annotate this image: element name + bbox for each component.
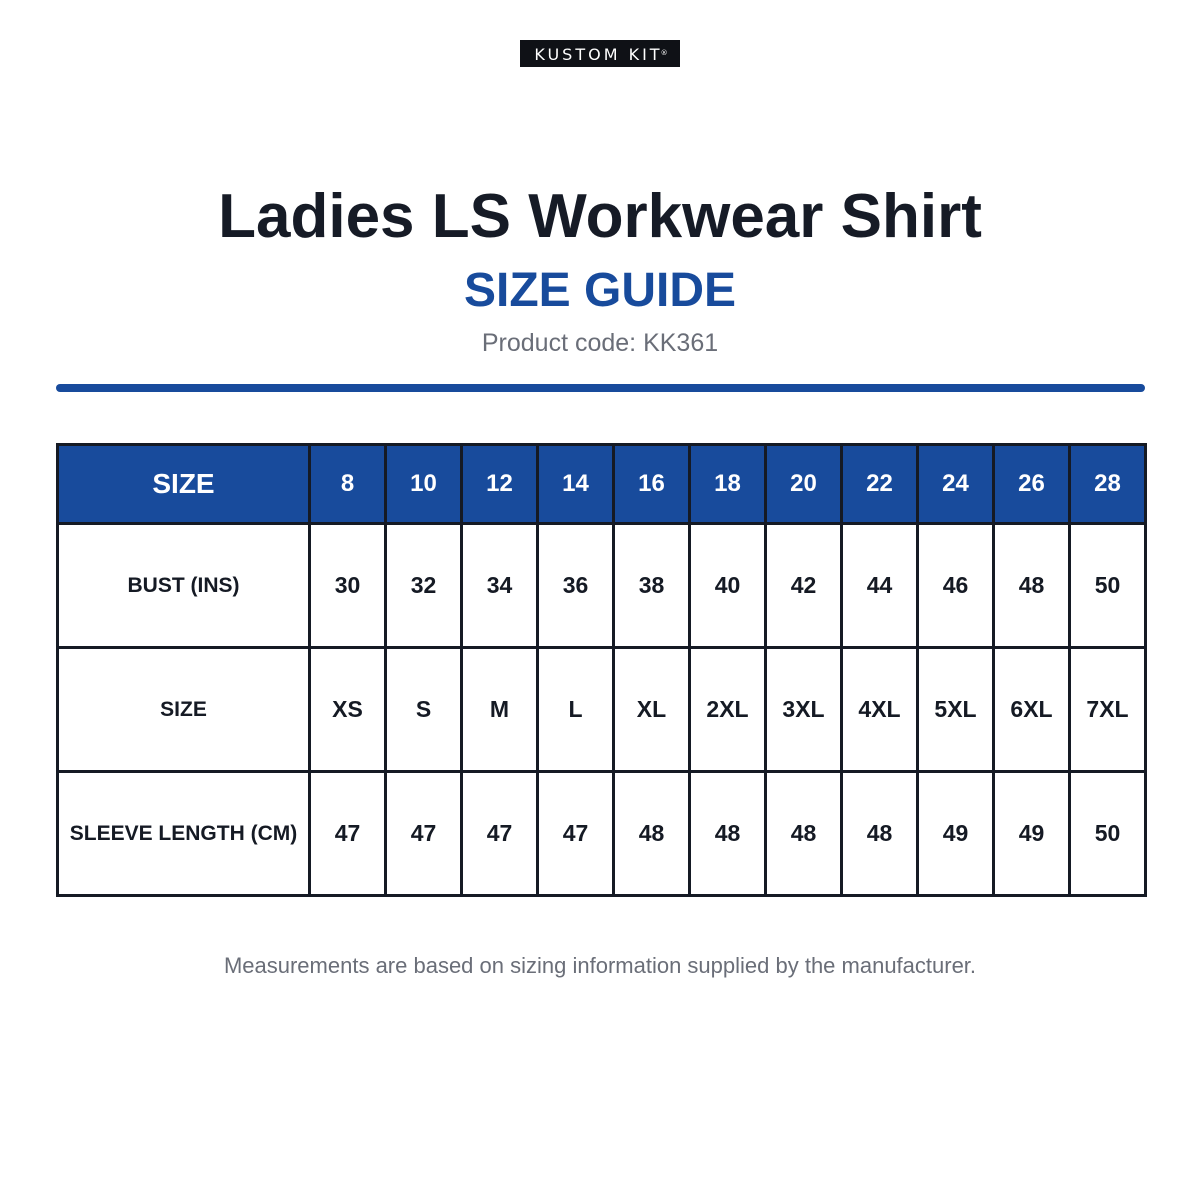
page-subtitle: SIZE GUIDE — [463, 264, 737, 317]
value-cell: 36 — [538, 524, 614, 648]
product-code: Product code: KK361 — [481, 329, 719, 357]
header-size-cell: 18 — [690, 445, 766, 524]
header-row — [58, 445, 1146, 524]
row-label-cell: BUST (INS) — [58, 524, 310, 648]
header-size-cell: 14 — [538, 445, 614, 524]
value-cell: 6XL — [994, 648, 1070, 772]
header-label-cell: SIZE — [58, 445, 310, 524]
value-cell: 50 — [1070, 772, 1146, 896]
registered-mark: ® — [660, 49, 668, 57]
header-size-cell: 22 — [842, 445, 918, 524]
table-row-bust — [58, 524, 1146, 648]
page-title: Ladies LS Workwear Shirt — [218, 182, 982, 251]
value-cell: 5XL — [918, 648, 994, 772]
value-cell: 47 — [386, 772, 462, 896]
measurement-note: Measurements are based on sizing information supplied by the manufacturer. — [223, 953, 977, 978]
logo-text: KUSTOM KIT — [534, 45, 663, 64]
header-size-cell: 26 — [994, 445, 1070, 524]
row-label-cell: SLEEVE LENGTH (CM) — [58, 772, 310, 896]
row-label-cell: SIZE — [58, 648, 310, 772]
value-cell: 47 — [538, 772, 614, 896]
value-cell: L — [538, 648, 614, 772]
value-cell: 3XL — [766, 648, 842, 772]
header-size-cell: 12 — [462, 445, 538, 524]
table-row-sleeve — [58, 772, 1146, 896]
value-cell: S — [386, 648, 462, 772]
brand-logo — [520, 40, 680, 67]
value-cell: 50 — [1070, 524, 1146, 648]
value-cell: 46 — [918, 524, 994, 648]
value-cell: 47 — [462, 772, 538, 896]
value-cell: 49 — [994, 772, 1070, 896]
value-cell: 44 — [842, 524, 918, 648]
value-cell: 48 — [690, 772, 766, 896]
value-cell: 42 — [766, 524, 842, 648]
value-cell: XS — [310, 648, 386, 772]
divider-rule — [56, 384, 1145, 392]
value-cell: 48 — [614, 772, 690, 896]
value-cell: XL — [614, 648, 690, 772]
value-cell: 38 — [614, 524, 690, 648]
table-body — [58, 524, 1146, 896]
table-row-size — [58, 648, 1146, 772]
value-cell: 4XL — [842, 648, 918, 772]
value-cell: 34 — [462, 524, 538, 648]
value-cell: 30 — [310, 524, 386, 648]
value-cell: 2XL — [690, 648, 766, 772]
value-cell: 48 — [994, 524, 1070, 648]
value-cell: 47 — [310, 772, 386, 896]
header-size-cell: 28 — [1070, 445, 1146, 524]
size-table — [56, 443, 1147, 897]
header-size-cell: 20 — [766, 445, 842, 524]
header-size-cell: 24 — [918, 445, 994, 524]
value-cell: 32 — [386, 524, 462, 648]
table-header — [58, 445, 1146, 524]
header-size-cell: 8 — [310, 445, 386, 524]
value-cell: 7XL — [1070, 648, 1146, 772]
value-cell: 40 — [690, 524, 766, 648]
value-cell: 49 — [918, 772, 994, 896]
header-size-cell: 16 — [614, 445, 690, 524]
value-cell: 48 — [842, 772, 918, 896]
value-cell: 48 — [766, 772, 842, 896]
header-size-cell: 10 — [386, 445, 462, 524]
value-cell: M — [462, 648, 538, 772]
